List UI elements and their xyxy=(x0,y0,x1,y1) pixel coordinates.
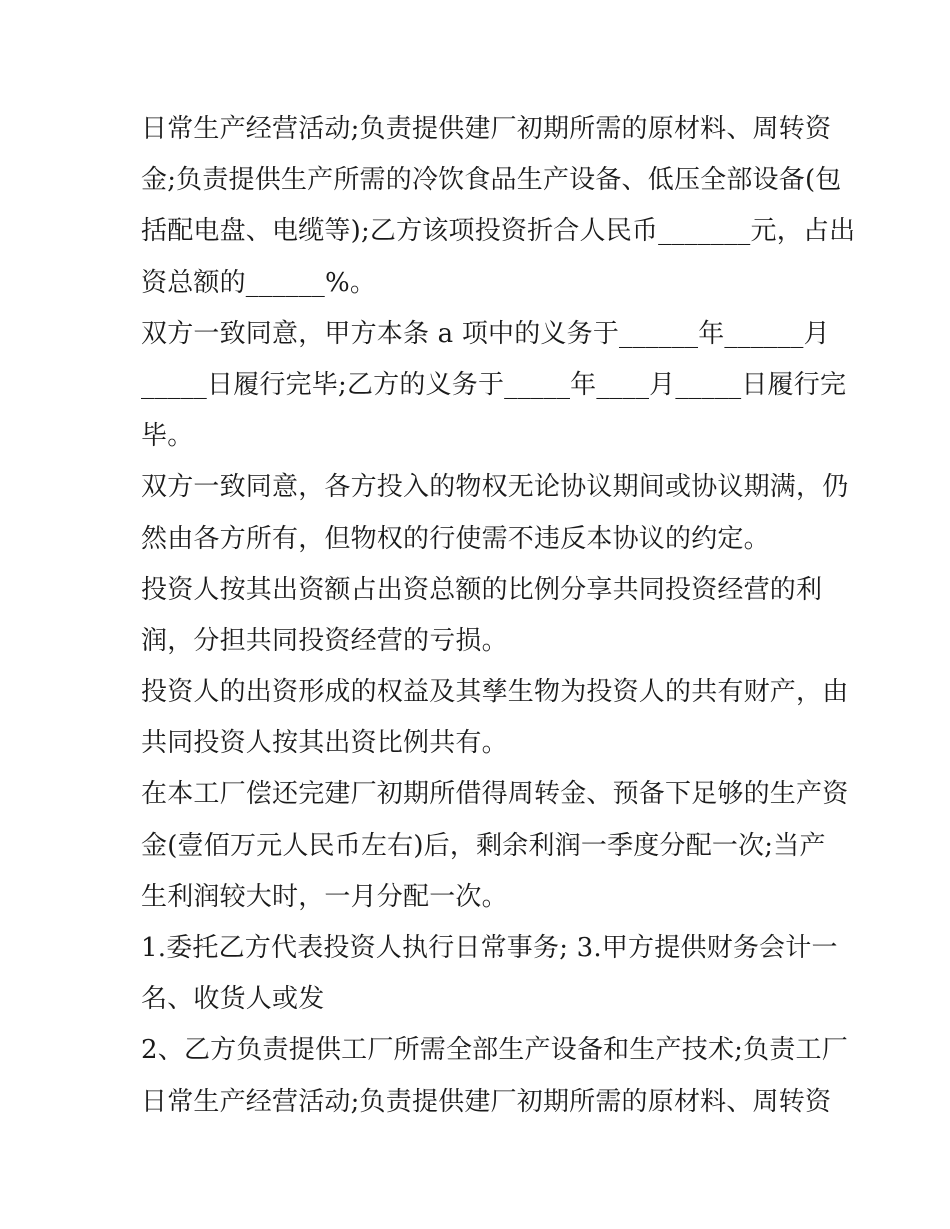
text-line: 共同投资人按其出资比例共有。 xyxy=(141,728,508,759)
document-body xyxy=(141,104,856,1128)
text-line: 括配电盘、电缆等);乙方该项投资折合人民币_______元，占出 xyxy=(141,216,856,247)
text-line: 双方一致同意，甲方本条 a 项中的义务于______年______月 xyxy=(141,318,830,349)
text-line: 金;负责提供生产所需的冷饮食品生产设备、低压全部设备(包 xyxy=(141,165,842,196)
text-line: 金(壹佰万元人民币左右)后，剩余利润一季度分配一次;当产 xyxy=(141,830,826,861)
text-line: 1.委托乙方代表投资人执行日常事务; 3.甲方提供财务会计一 xyxy=(141,933,838,963)
text-line: 投资人按其出资额占出资总额的比例分享共同投资经营的利 xyxy=(141,574,823,605)
text-line: 毕。 xyxy=(141,421,194,452)
text-line: 日常生产经营活动;负责提供建厂初期所需的原材料、周转资 xyxy=(141,1086,832,1117)
text-line: 在本工厂偿还完建厂初期所借得周转金、预备下足够的生产资 xyxy=(141,779,849,810)
text-line: 润，分担共同投资经营的亏损。 xyxy=(141,625,508,656)
text-line: 名、收货人或发 xyxy=(141,984,325,1015)
text-line: 日常生产经营活动;负责提供建厂初期所需的原材料、周转资 xyxy=(141,114,832,144)
text-line: 2、乙方负责提供工厂所需全部生产设备和生产技术;负责工厂 xyxy=(141,1035,848,1066)
text-line: _____日履行完毕;乙方的义务于_____年____月_____日履行完 xyxy=(141,369,847,400)
text-line: 双方一致同意，各方投入的物权无论协议期间或协议期满，仍 xyxy=(141,472,849,503)
text-line: 资总额的______%。 xyxy=(141,267,377,298)
text-line: 投资人的出资形成的权益及其孳生物为投资人的共有财产，由 xyxy=(141,677,849,708)
text-line: 生利润较大时，一月分配一次。 xyxy=(141,881,508,912)
text-line: 然由各方所有，但物权的行使需不违反本协议的约定。 xyxy=(141,523,770,554)
